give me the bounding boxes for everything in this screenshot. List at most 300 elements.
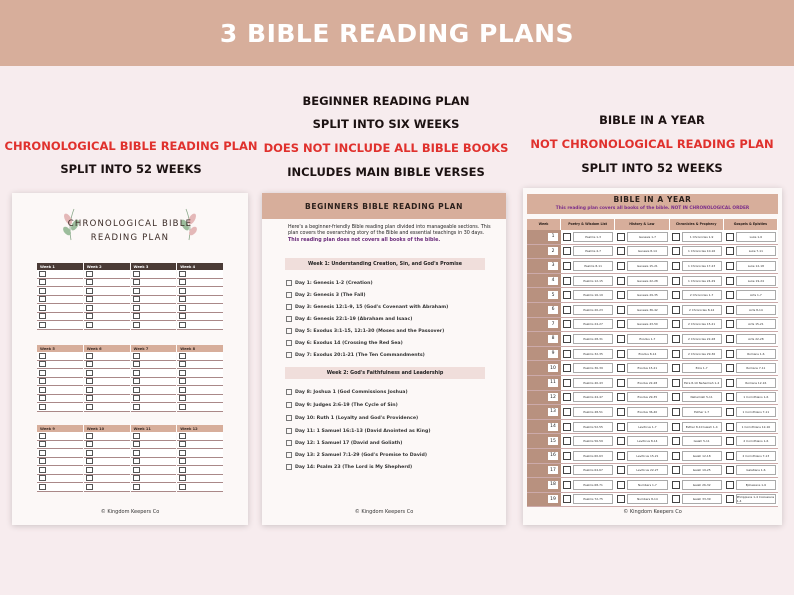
reading-label: Psalms 20-23: [573, 305, 613, 315]
reading-cell: [615, 230, 669, 245]
checkbox[interactable]: [39, 378, 46, 384]
checkbox[interactable]: [672, 393, 680, 401]
table-row: [527, 493, 778, 508]
checkbox[interactable]: [133, 404, 140, 410]
checkbox[interactable]: [133, 279, 140, 285]
checkbox[interactable]: [86, 467, 93, 473]
checkbox[interactable]: [179, 378, 186, 384]
reading-cell: [670, 347, 724, 362]
checkbox[interactable]: [617, 277, 625, 285]
checkbox[interactable]: [39, 433, 46, 439]
checkbox[interactable]: [286, 452, 292, 458]
checkbox[interactable]: [726, 335, 734, 343]
center-headline-3: DOES NOT INCLUDE ALL BIBLE BOOKS: [263, 141, 509, 155]
reading-cell: [615, 259, 669, 274]
checkbox[interactable]: [133, 467, 140, 473]
checkbox[interactable]: [617, 247, 625, 255]
checkbox[interactable]: [563, 466, 571, 474]
day-item[interactable]: [286, 402, 398, 408]
reading-cell: [670, 230, 724, 245]
checkbox[interactable]: [179, 279, 186, 285]
checkbox[interactable]: [39, 404, 46, 410]
checkbox[interactable]: [133, 441, 140, 447]
reading-cell: [724, 347, 778, 362]
week-header: Week 7: [131, 345, 177, 352]
checkbox[interactable]: [617, 423, 625, 431]
checkbox[interactable]: [179, 387, 186, 393]
checkbox[interactable]: [563, 350, 571, 358]
checkbox[interactable]: [39, 322, 46, 328]
checkbox[interactable]: [86, 433, 93, 439]
checkbox[interactable]: [39, 313, 46, 319]
checkbox[interactable]: [617, 335, 625, 343]
reading-cell: [615, 245, 669, 260]
week-header: Week 4: [177, 263, 223, 270]
reading-cell: [561, 318, 615, 333]
beginners-plan-page: [262, 193, 506, 525]
checkbox[interactable]: [39, 279, 46, 285]
reading-cell: [615, 274, 669, 289]
week-number-cell: [527, 464, 561, 479]
checkbox[interactable]: [39, 305, 46, 311]
checkbox[interactable]: [617, 452, 625, 460]
reading-label: Genesis 1-7: [627, 232, 667, 242]
checkbox[interactable]: [133, 313, 140, 319]
checkbox[interactable]: [672, 306, 680, 314]
checkbox[interactable]: [672, 247, 680, 255]
checkbox[interactable]: [86, 296, 93, 302]
checkbox[interactable]: [179, 441, 186, 447]
checkbox[interactable]: [617, 233, 625, 241]
reading-label: Psalms 8-11: [573, 261, 613, 271]
checkbox[interactable]: [86, 361, 93, 367]
checkbox[interactable]: [726, 364, 734, 372]
checkbox[interactable]: [286, 464, 292, 470]
reading-cell: [724, 245, 778, 260]
checkbox[interactable]: [563, 262, 571, 270]
checkbox[interactable]: [39, 288, 46, 294]
checkbox[interactable]: [286, 316, 292, 322]
checkbox[interactable]: [39, 467, 46, 473]
reading-label: Psalms 40-43: [573, 378, 613, 388]
checkbox[interactable]: [563, 277, 571, 285]
reading-cell: [724, 464, 778, 479]
checkbox[interactable]: [86, 353, 93, 359]
checkbox[interactable]: [133, 378, 140, 384]
checkbox[interactable]: [133, 370, 140, 376]
checkbox[interactable]: [179, 475, 186, 481]
top-banner: [0, 0, 794, 66]
checkbox[interactable]: [617, 481, 625, 489]
checkbox[interactable]: [726, 495, 734, 503]
checkbox[interactable]: [86, 404, 93, 410]
day-item[interactable]: [286, 440, 402, 446]
reading-cell: [615, 464, 669, 479]
reading-label: Luke 19-24: [736, 276, 776, 286]
chronological-title-line2: READING PLAN: [90, 233, 170, 243]
checkbox[interactable]: [726, 437, 734, 445]
checkbox[interactable]: [39, 387, 46, 393]
reading-label: 2 Chronicles 15-21: [682, 319, 722, 329]
reading-label: Exodus 22-28: [627, 378, 667, 388]
week-header: Week 5: [37, 345, 83, 352]
reading-cell: [670, 288, 724, 303]
checkbox[interactable]: [726, 262, 734, 270]
checkbox[interactable]: [179, 313, 186, 319]
checkbox[interactable]: [286, 352, 292, 358]
checkbox[interactable]: [672, 277, 680, 285]
week-number-cell: [527, 332, 561, 347]
checkbox[interactable]: [39, 395, 46, 401]
checkbox[interactable]: [86, 395, 93, 401]
reading-label: 1 Chronicles 10-16: [682, 246, 722, 256]
table-row: [527, 434, 778, 449]
checkbox[interactable]: [563, 437, 571, 445]
checkbox[interactable]: [726, 408, 734, 416]
checkbox[interactable]: [726, 291, 734, 299]
checkbox[interactable]: [133, 296, 140, 302]
reading-cell: [615, 347, 669, 362]
checkbox[interactable]: [179, 395, 186, 401]
reading-label: Acts 15-21: [736, 319, 776, 329]
week-number-cell: [527, 391, 561, 406]
checkbox[interactable]: [617, 306, 625, 314]
checkbox[interactable]: [179, 404, 186, 410]
reading-label: Genesis 22-28: [627, 276, 667, 286]
week-header: Week 11: [131, 425, 177, 432]
checkbox[interactable]: [672, 452, 680, 460]
checkbox[interactable]: [286, 292, 292, 298]
reading-cell: [561, 361, 615, 376]
reading-cell: [670, 420, 724, 435]
checkbox[interactable]: [563, 379, 571, 387]
reading-label: Acts 8-14: [736, 305, 776, 315]
reading-label: Acts 22-28: [736, 334, 776, 344]
checkbox[interactable]: [86, 378, 93, 384]
reading-label: Psalms 60-63: [573, 451, 613, 461]
checkbox[interactable]: [617, 393, 625, 401]
checkbox[interactable]: [179, 450, 186, 456]
checkbox[interactable]: [133, 305, 140, 311]
week-number-cell: [527, 493, 561, 508]
checkbox[interactable]: [726, 452, 734, 460]
checkbox[interactable]: [617, 466, 625, 474]
day-item[interactable]: [286, 280, 373, 286]
checkbox[interactable]: [179, 271, 186, 277]
checkbox[interactable]: [133, 387, 140, 393]
week-number-cell: [527, 303, 561, 318]
checkbox[interactable]: [563, 335, 571, 343]
checkbox[interactable]: [617, 291, 625, 299]
checkbox[interactable]: [672, 335, 680, 343]
checkbox[interactable]: [617, 437, 625, 445]
reading-label: Psalms 56-59: [573, 436, 613, 446]
reading-label: Genesis 36-42: [627, 305, 667, 315]
checkbox[interactable]: [39, 353, 46, 359]
reading-label: Exodus 36-40: [627, 407, 667, 417]
checkbox[interactable]: [86, 441, 93, 447]
day-item[interactable]: [286, 292, 366, 298]
checkbox[interactable]: [563, 233, 571, 241]
left-headline-2: SPLIT INTO 52 WEEKS: [60, 162, 202, 176]
checkbox[interactable]: [563, 481, 571, 489]
checkbox[interactable]: [563, 320, 571, 328]
checkbox[interactable]: [39, 361, 46, 367]
checkbox[interactable]: [133, 361, 140, 367]
checkbox[interactable]: [617, 320, 625, 328]
checkbox[interactable]: [672, 481, 680, 489]
checkbox[interactable]: [133, 288, 140, 294]
reading-cell: [670, 361, 724, 376]
checkbox[interactable]: [179, 353, 186, 359]
checkbox[interactable]: [179, 322, 186, 328]
checkbox[interactable]: [726, 350, 734, 358]
checkbox[interactable]: [86, 475, 93, 481]
table-row: [527, 274, 778, 289]
checkbox[interactable]: [86, 313, 93, 319]
checkbox[interactable]: [617, 379, 625, 387]
day-item[interactable]: [286, 328, 444, 334]
day-item[interactable]: [286, 316, 412, 322]
bible-year-title: BIBLE IN A YEAR: [613, 195, 692, 204]
checkbox[interactable]: [672, 320, 680, 328]
reading-cell: [615, 478, 669, 493]
checkbox[interactable]: [563, 364, 571, 372]
day-label: Day 7: Exodus 20:1-21 (The Ten Commandments): [295, 352, 425, 358]
checkbox[interactable]: [133, 433, 140, 439]
table-row: [527, 376, 778, 391]
checkbox[interactable]: [179, 288, 186, 294]
reading-cell: [561, 274, 615, 289]
checkbox[interactable]: [726, 393, 734, 401]
checkbox[interactable]: [286, 415, 292, 421]
checkbox[interactable]: [726, 320, 734, 328]
checkbox[interactable]: [617, 495, 625, 503]
reading-label: Romans 7-11: [736, 363, 776, 373]
beginners-title: BEGINNERS BIBLE READING PLAN: [262, 193, 506, 219]
checkbox[interactable]: [86, 322, 93, 328]
week-number-cell: [527, 449, 561, 464]
checkbox[interactable]: [672, 466, 680, 474]
day-item[interactable]: [286, 428, 431, 434]
checkbox[interactable]: [86, 458, 93, 464]
checkbox[interactable]: [726, 233, 734, 241]
checkbox[interactable]: [563, 423, 571, 431]
week-number: 17: [548, 466, 558, 474]
checkbox[interactable]: [617, 364, 625, 372]
reading-cell: [724, 405, 778, 420]
checkbox[interactable]: [563, 452, 571, 460]
checkbox[interactable]: [726, 423, 734, 431]
reading-label: Ephesians 1-6: [736, 480, 776, 490]
day-item[interactable]: [286, 452, 427, 458]
checkbox[interactable]: [726, 247, 734, 255]
day-item[interactable]: [286, 464, 412, 470]
checkbox[interactable]: [39, 271, 46, 277]
reading-label: Psalms 12-15: [573, 276, 613, 286]
reading-label: Psalms 52-55: [573, 422, 613, 432]
reading-label: Exodus 1-7: [627, 334, 667, 344]
checkbox[interactable]: [726, 379, 734, 387]
checkbox[interactable]: [672, 408, 680, 416]
week-number: 16: [548, 452, 558, 460]
reading-label: Psalms 48-51: [573, 407, 613, 417]
checkbox[interactable]: [179, 370, 186, 376]
checkbox[interactable]: [617, 350, 625, 358]
reading-label: 1 Corinthians 12-16: [736, 422, 776, 432]
checkbox[interactable]: [672, 350, 680, 358]
table-header: [527, 219, 778, 230]
day-item[interactable]: [286, 304, 448, 310]
checkbox[interactable]: [672, 495, 680, 503]
reading-cell: [561, 434, 615, 449]
checkbox[interactable]: [617, 262, 625, 270]
week-number: 13: [548, 408, 558, 416]
reading-label: 2 Chronicles 22-28: [682, 334, 722, 344]
day-item[interactable]: [286, 340, 403, 346]
reading-cell: [724, 449, 778, 464]
chronological-title-line1: CHRONOLOGICAL BIBLE: [67, 219, 193, 229]
reading-cell: [615, 493, 669, 508]
checkbox[interactable]: [179, 305, 186, 311]
reading-cell: [724, 332, 778, 347]
checkbox[interactable]: [563, 393, 571, 401]
checkbox[interactable]: [672, 233, 680, 241]
checkbox[interactable]: [563, 408, 571, 416]
reading-label: Leviticus 1-7: [627, 422, 667, 432]
table-row: [527, 332, 778, 347]
beginners-intro: [288, 225, 492, 244]
checkbox[interactable]: [86, 484, 93, 490]
reading-label: Isaiah 19-25: [682, 465, 722, 475]
day-item[interactable]: [286, 389, 408, 395]
checkbox[interactable]: [179, 484, 186, 490]
checkbox[interactable]: [39, 296, 46, 302]
reading-label: Nehemiah 5-11: [682, 392, 722, 402]
checkbox[interactable]: [286, 428, 292, 434]
reading-label: Genesis 29-35: [627, 290, 667, 300]
reading-label: 2 Chronicles 8-14: [682, 305, 722, 315]
table-row: [527, 288, 778, 303]
reading-cell: [561, 449, 615, 464]
checkbox[interactable]: [86, 305, 93, 311]
checkbox[interactable]: [286, 440, 292, 446]
checkbox[interactable]: [133, 395, 140, 401]
checkbox[interactable]: [39, 441, 46, 447]
checkbox[interactable]: [133, 475, 140, 481]
checkbox[interactable]: [133, 458, 140, 464]
reading-cell: [561, 405, 615, 420]
day-item[interactable]: [286, 352, 425, 358]
checkbox[interactable]: [672, 262, 680, 270]
checkbox[interactable]: [86, 288, 93, 294]
checkbox[interactable]: [133, 322, 140, 328]
reading-cell: [724, 288, 778, 303]
reading-label: Leviticus 22-27: [627, 465, 667, 475]
reading-cell: [561, 391, 615, 406]
checkbox[interactable]: [179, 433, 186, 439]
bible-in-a-year-page: [523, 188, 782, 525]
checkbox[interactable]: [86, 450, 93, 456]
reading-cell: [561, 303, 615, 318]
checkbox[interactable]: [86, 370, 93, 376]
checkbox[interactable]: [672, 423, 680, 431]
checkbox[interactable]: [563, 291, 571, 299]
checkbox[interactable]: [617, 408, 625, 416]
reading-cell: [615, 434, 669, 449]
checkbox[interactable]: [726, 277, 734, 285]
checkbox[interactable]: [133, 450, 140, 456]
checkbox[interactable]: [563, 306, 571, 314]
bible-year-subtitle: This reading plan covers all books of the bible. NOT IN CHRONOLOGICAL ORDER: [555, 206, 750, 211]
reading-label: Isaiah 12-18: [682, 451, 722, 461]
reading-cell: [561, 245, 615, 260]
checkbox[interactable]: [286, 328, 292, 334]
checkbox[interactable]: [133, 271, 140, 277]
checkbox[interactable]: [286, 389, 292, 395]
checkbox[interactable]: [133, 484, 140, 490]
checkbox[interactable]: [672, 437, 680, 445]
header-history: History & Law: [615, 219, 669, 230]
checkbox[interactable]: [286, 304, 292, 310]
reading-label: 1 Chronicles 17-23: [682, 261, 722, 271]
week-number: 19: [548, 495, 558, 503]
day-label: Day 1: Genesis 1-2 (Creation): [295, 280, 373, 286]
checkbox[interactable]: [286, 340, 292, 346]
checkbox[interactable]: [179, 296, 186, 302]
day-item[interactable]: [286, 415, 418, 421]
checkbox[interactable]: [286, 402, 292, 408]
reading-cell: [724, 274, 778, 289]
reading-label: Psalms 68-71: [573, 480, 613, 490]
checkbox[interactable]: [39, 458, 46, 464]
checkbox[interactable]: [286, 280, 292, 286]
checkbox[interactable]: [726, 481, 734, 489]
checkbox[interactable]: [672, 379, 680, 387]
checkbox[interactable]: [39, 484, 46, 490]
checkbox[interactable]: [726, 466, 734, 474]
reading-cell: [561, 347, 615, 362]
week-number-cell: [527, 318, 561, 333]
checkbox[interactable]: [86, 279, 93, 285]
checkbox[interactable]: [39, 370, 46, 376]
week-number-cell: [527, 405, 561, 420]
week-number-cell: [527, 259, 561, 274]
checkbox[interactable]: [179, 361, 186, 367]
reading-label: Leviticus 8-14: [627, 436, 667, 446]
checkbox[interactable]: [39, 450, 46, 456]
reading-cell: [561, 288, 615, 303]
checkbox[interactable]: [133, 353, 140, 359]
week-number: 14: [548, 423, 558, 431]
checkbox[interactable]: [86, 271, 93, 277]
checkbox[interactable]: [563, 495, 571, 503]
week-number: 11: [548, 379, 558, 387]
checkbox[interactable]: [672, 291, 680, 299]
checkbox[interactable]: [563, 247, 571, 255]
checkbox[interactable]: [39, 475, 46, 481]
checkbox[interactable]: [86, 387, 93, 393]
table-row: [527, 405, 778, 420]
day-label: Day 14: Psalm 23 (The Lord is My Shepherd): [295, 464, 413, 470]
checkbox[interactable]: [179, 467, 186, 473]
reading-cell: [670, 259, 724, 274]
right-headline-2: NOT CHRONOLOGICAL READING PLAN: [530, 137, 774, 151]
reading-label: Ezra 1-7: [682, 363, 722, 373]
checkbox[interactable]: [726, 306, 734, 314]
checkbox[interactable]: [179, 458, 186, 464]
checkbox[interactable]: [672, 364, 680, 372]
